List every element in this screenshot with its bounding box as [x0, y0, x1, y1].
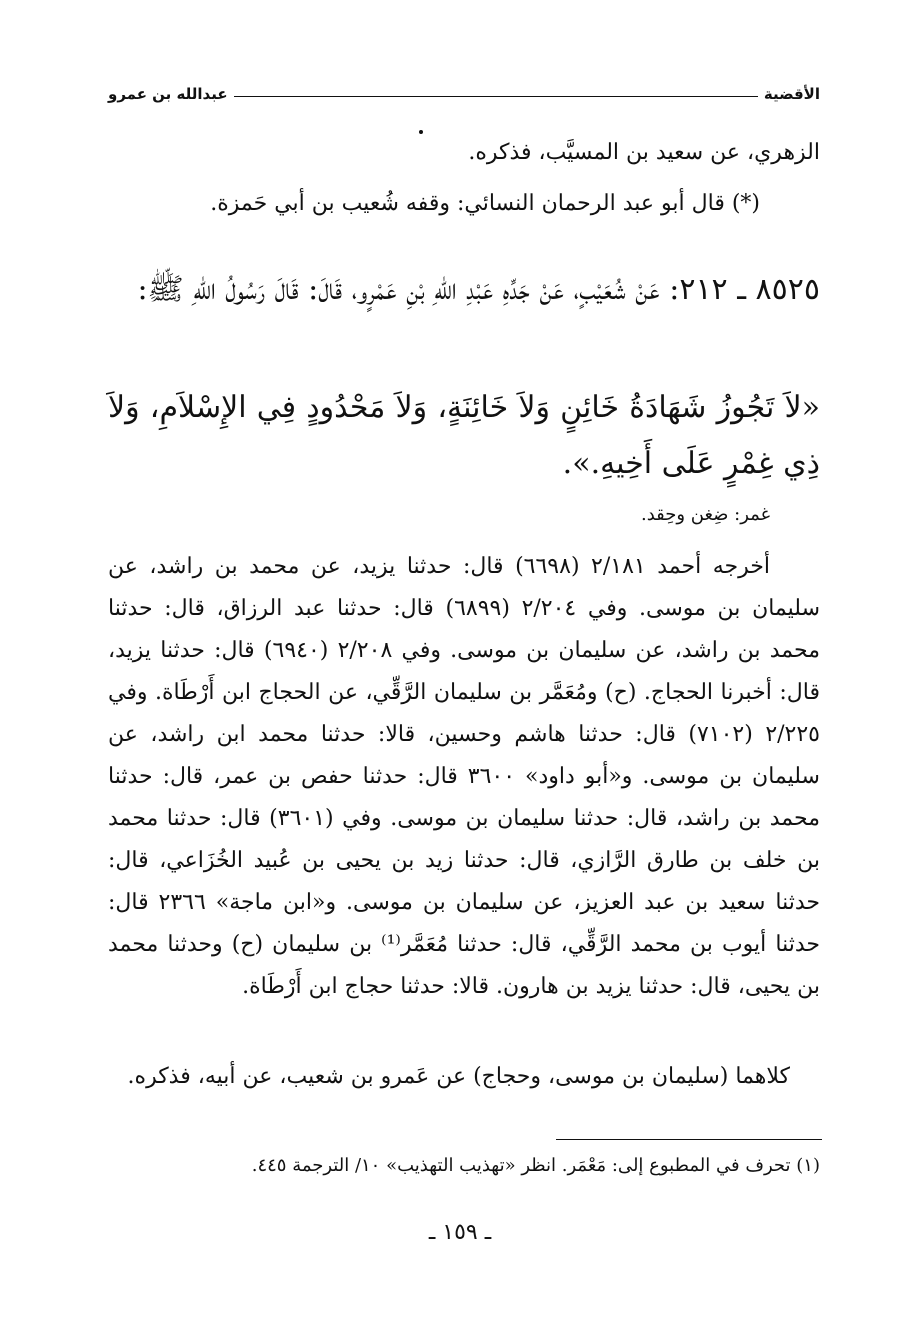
conclusion-paragraph: كلاهما (سليمان بن موسى، وحجاج) عن عَمرو بن شعيب، عن أبيه، فذكره.: [127, 1064, 790, 1089]
section-title: الأقضية: [763, 85, 820, 103]
header-rule: [234, 96, 758, 97]
paragraph-isnad-end: الزهري، عن سعيد بن المسيَّب، فذكره.: [468, 140, 820, 165]
chapter-title: عبدالله بن عمرو: [108, 85, 228, 103]
takhrij-paragraph: أخرجه أحمد ٢/١٨١ (٦٦٩٨) قال: حدثنا يزيد، عن محمد بن راشد، عن سليمان بن موسى. وفي ٢/٢٠٤ (٦٨٩٩) قال: حدثنا عبد الرزاق، قال: حدثنا محمد بن راشد، عن سليمان بن موسى. وفي ٢/٢٠٨ (٦٩٤٠) قال: حدثنا يزيد، قال: أخبرنا الحجاج. (ح) ومُعَمَّر بن سليمان الرَّقِّي، عن الحجاج ابن أَرْطَاة. وفي ٢/٢٢٥ (٧١٠٢) قال: حدثنا هاشم وحسين، قالا: حدثنا محمد ابن راشد، عن سليمان بن موسى. و«أبو داود» ٣٦٠٠ قال: حدثنا حفص بن عمر، قال: حدثنا محمد بن راشد، قال: حدثنا سليمان بن موسى. وفي (٣٦٠١) قال: حدثنا محمد بن خلف بن طارق الرَّازي، قال: حدثنا زيد بن يحيى بن عُبيد الخُزَاعي، قال: حدثنا سعيد بن عبد العزيز، عن سليمان بن موسى. و«ابن ماجة» ٢٣٦٦ قال: حدثنا أيوب بن محمد الرَّقِّي، قال: حدثنا مُعَمَّر⁽¹⁾ بن سليمان (ح) وحدثنا محمد بن يحيى، قال: حدثنا يزيد بن هارون. قالا: حدثنا حجاج ابن أَرْطَاة.: [108, 554, 821, 999]
hadith-text: «لاَ تَجُوزُ شَهَادَةُ خَائِنٍ وَلاَ خَائِنَةٍ، وَلاَ مَحْدُودٍ فِي الإِسْلاَمِ، وَلاَ ذِي غِمْرٍ عَلَى أَخِيهِ.».: [108, 390, 820, 481]
hadith-header: ٨٥٢٥ ـ ٢١٢: عَنْ شُعَيْبٍ، عَنْ جَدِّهِ عَبْدِ اللهِ بْنِ عَمْرٍو، قَالَ: قَالَ رَسُولُ اللهِ ﷺ:: [137, 272, 820, 307]
nasai-note: (*) قال أبو عبد الرحمان النسائي: وقفه شُعيب بن أبي حَمزة.: [210, 191, 760, 216]
footnote-rule: [556, 1139, 822, 1140]
page-number: ـ ١٥٩ ـ: [428, 1220, 492, 1245]
footnote: (١) تحرف في المطبوع إلى: مَعْمَر. انظر «تهذيب التهذيب» ١٠/ الترجمة ٤٤٥.: [251, 1155, 820, 1176]
word-gloss: غمر: ضِغن وحِقد.: [640, 504, 770, 525]
running-header: [108, 82, 820, 106]
